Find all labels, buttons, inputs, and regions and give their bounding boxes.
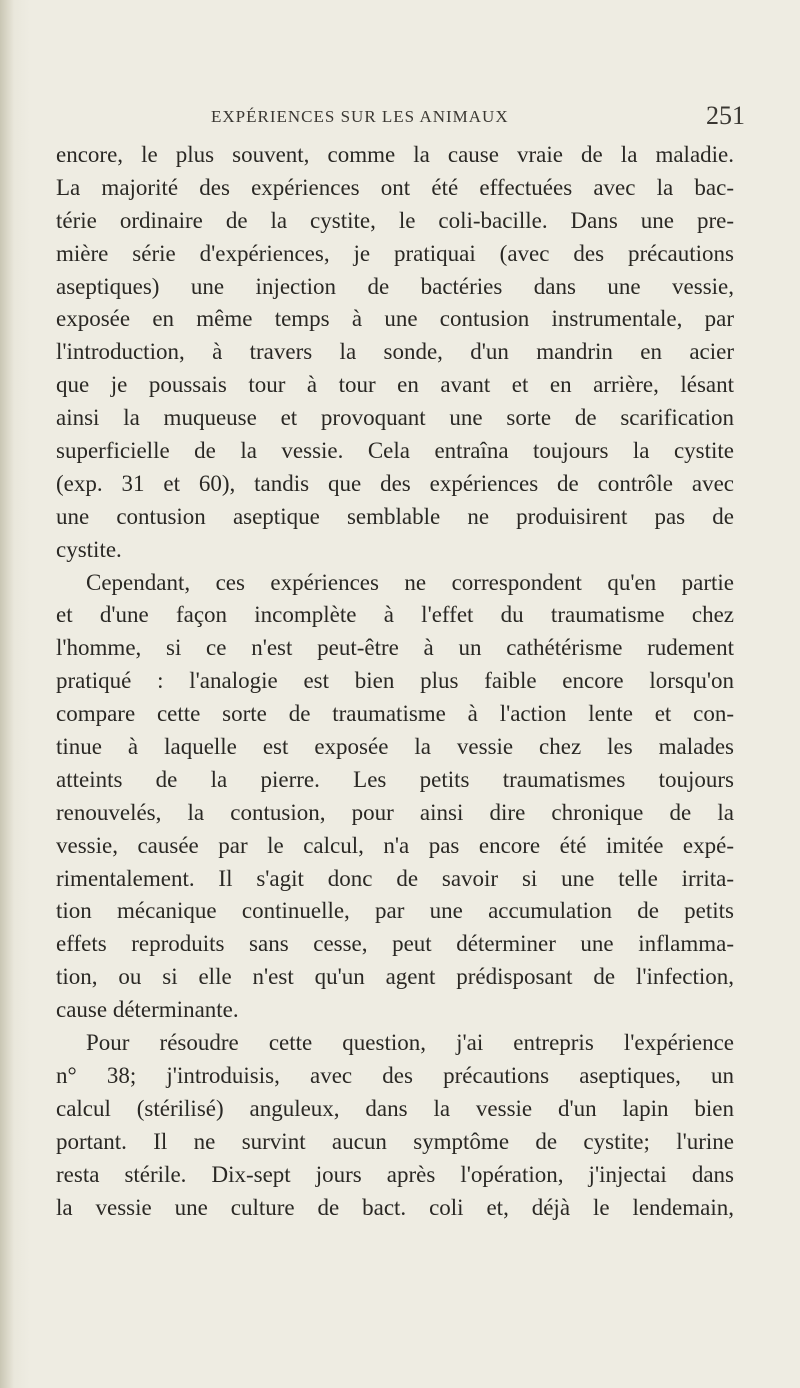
text-line: n° 38; j'introduisis, avec des précautions aseptiques, un [56,1062,734,1088]
text-line: tinue à laquelle est exposée la vessie chez les malades [56,734,734,760]
text-line: la vessie une culture de bact. coli et, déjà le lendemain, [56,1194,734,1220]
text-line: atteints de la pierre. Les petits traumatismes toujours [56,766,734,792]
text-line: pratiqué : l'analogie est bien plus faible encore lorsqu'on [56,668,734,694]
text-line: resta stérile. Dix-sept jours après l'opération, j'injectai dans [56,1161,734,1187]
text-line: La majorité des expériences ont été effectuées avec la bac- [56,174,734,200]
text-line: portant. Il ne survint aucun symptôme de cystite; l'urine [56,1128,734,1154]
paragraph-start-line: Cependant, ces expériences ne correspondent qu'en partie [86,569,734,595]
text-line: effets reproduits sans cesse, peut déterminer une inflamma- [56,931,734,957]
text-line: l'introduction, à travers la sonde, d'un mandrin en acier [56,339,734,365]
text-line: aseptiques) une injection de bactéries dans une vessie, [56,273,734,299]
text-line: mière série d'expériences, je pratiquai (avec des précautions [56,240,734,266]
text-line: que je poussais tour à tour en avant et en arrière, lésant [56,372,734,398]
text-line: rimentalement. Il s'agit donc de savoir si une telle irrita- [56,865,734,891]
paragraph-start-line: Pour résoudre cette question, j'ai entrepris l'expérience [86,1030,734,1056]
body-text [56,139,734,1224]
text-line: tion, ou si elle n'est qu'un agent prédisposant de l'infection, [56,964,734,990]
text-line: calcul (stérilisé) anguleux, dans la vessie d'un lapin bien [56,1095,734,1121]
text-line: (exp. 31 et 60), tandis que des expériences de contrôle avec [56,470,734,496]
text-line: une contusion aseptique semblable ne produisirent pas de [56,503,734,529]
text-line: compare cette sorte de traumatisme à l'action lente et con- [56,701,734,727]
running-title: EXPÉRIENCES SUR LES ANIMAUX [211,107,509,126]
text-line: encore, le plus souvent, comme la cause vraie de la maladie. [56,142,734,167]
text-line: l'homme, si ce n'est peut-être à un cathétérisme rudement [56,635,734,661]
page-binding-shadow [0,0,14,1388]
text-line: tion mécanique continuelle, par une accumulation de petits [56,898,734,924]
text-line: superficielle de la vessie. Cela entraîna toujours la cystite [56,438,734,464]
text-line: ainsi la muqueuse et provoquant une sorte de scarification [56,405,734,431]
paragraph-end-line: cystite. [56,536,122,562]
text-line: exposée en même temps à une contusion instrumentale, par [56,306,734,332]
paragraph-end-line: cause déterminante. [56,997,239,1023]
text-line: et d'une façon incomplète à l'effet du traumatisme chez [56,602,734,628]
page-number: 251 [706,101,745,130]
text-line: renouvelés, la contusion, pour ainsi dire chronique de la [56,799,734,825]
text-line: térie ordinaire de la cystite, le coli-bacille. Dans une pre- [56,207,734,233]
text-line: vessie, causée par le calcul, n'a pas encore été imitée expé- [56,832,734,858]
